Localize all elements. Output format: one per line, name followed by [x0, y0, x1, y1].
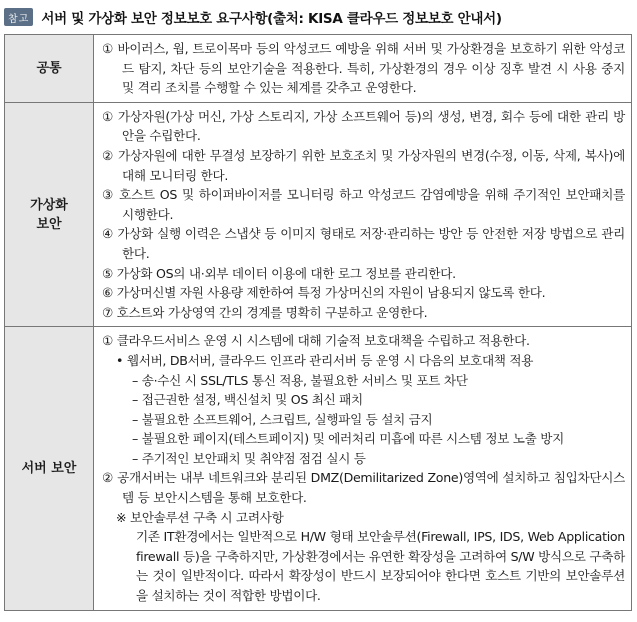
note-body: 기존 IT환경에서는 일반적으로 H/W 형태 보안솔루션(Firewall, IPS, IDS, Web Application firewall 등)을 구축하지만, 가상환경에서는 유연한 확장성을 고려하여 S/W 방식으로 구축하는 것이 일반적이다. 따라서 확장성이 반드시 보장되어야 한다면 호스트 기반의 보안솔루션을 설치하는 것이 적합한 방법이다. [136, 529, 625, 604]
list-item: ⑥ 가상머신별 자원 사용량 제한하여 특정 가상머신의 자원이 남용되지 않도록 한다. [102, 285, 546, 301]
list-item: ② 가상자원에 대한 무결성 보장하기 위한 보호조치 및 가상자원의 변경(수정, 이동, 삭제, 복사)에 대해 모니터링 한다. [102, 147, 625, 183]
table-row-common [5, 35, 632, 103]
list-item: ① 바이러스, 웜, 트로이목마 등의 악성코드 예방을 위해 서버 및 가상환경을 보호하기 위한 악성코드 탐지, 차단 등의 보안기술을 적용한다. 특히, 가상환경의 경우 이상 징후 발견 시 사용 중지 및 격리 조치를 수행할 수 있는 체계를 갖추고 운영한다. [102, 41, 625, 96]
row-content-common [94, 35, 632, 103]
dash-item: – 주기적인 보안패치 및 취약점 점검 실시 등 [132, 450, 366, 466]
table-row-virtualization [5, 102, 632, 327]
table-row-server [5, 327, 632, 610]
list-item: ⑤ 가상화 OS의 내·외부 데이터 이용에 대한 로그 정보를 관리한다. [102, 265, 456, 281]
reference-badge: 참고 [4, 8, 33, 26]
row-label-line: 보안 [36, 216, 62, 232]
section-header [4, 5, 502, 29]
bullet-item: • 웹서버, DB서버, 클라우드 인프라 관리서버 등 운영 시 다음의 보호대책 적용 [116, 352, 534, 368]
dash-item: – 불필요한 소프트웨어, 스크립트, 실행파일 등 설치 금지 [132, 411, 433, 427]
dash-item: – 접근권한 설정, 백신설치 및 OS 최신 패치 [132, 392, 363, 408]
row-content-server [94, 327, 632, 610]
section-title: 서버 및 가상화 보안 정보보호 요구사항(출처: KISA 클라우드 정보보호 안내서) [41, 11, 502, 27]
list-item: ② 공개서버는 내부 네트워크와 분리된 DMZ(Demilitarized Zone)영역에 설치하고 침입차단시스템 등 보안시스템을 통해 보호한다. [102, 470, 625, 506]
list-item: ③ 호스트 OS 및 하이퍼바이저를 모니터링 하고 악성코드 감염예방을 위해 주기적인 보안패치를 시행한다. [102, 187, 625, 222]
row-label-server: 서버 보안 [5, 327, 94, 610]
dash-item: – 불필요한 페이지(테스트페이지) 및 에러처리 미흡에 따른 시스템 정보 노출 방지 [132, 431, 564, 447]
list-item: ① 클라우드서비스 운영 시 시스템에 대해 기술적 보호대책을 수립하고 적용한다. [102, 333, 530, 349]
list-item: ④ 가상화 실행 이력은 스냅샷 등 이미지 형태로 저장·관리하는 방안 등 안전한 저장 방법으로 관리한다. [102, 226, 625, 261]
row-label-line: 가상화 [30, 197, 68, 213]
requirements-table [4, 34, 632, 611]
row-content-virtualization [94, 102, 632, 327]
row-label-virtualization [5, 102, 94, 327]
list-item: ⑦ 호스트와 가상영역 간의 경계를 명확히 구분하고 운영한다. [102, 304, 428, 320]
row-label-common: 공통 [5, 35, 94, 103]
list-item: ① 가상자원(가상 머신, 가상 스토리지, 가상 소프트웨어 등)의 생성, 변경, 회수 등에 대한 관리 방안을 수립한다. [102, 108, 625, 144]
note-heading: ※ 보안솔루션 구축 시 고려사항 [116, 509, 284, 525]
dash-item: – 송·수신 시 SSL/TLS 통신 적용, 불필요한 서비스 및 포트 차단 [132, 372, 468, 388]
